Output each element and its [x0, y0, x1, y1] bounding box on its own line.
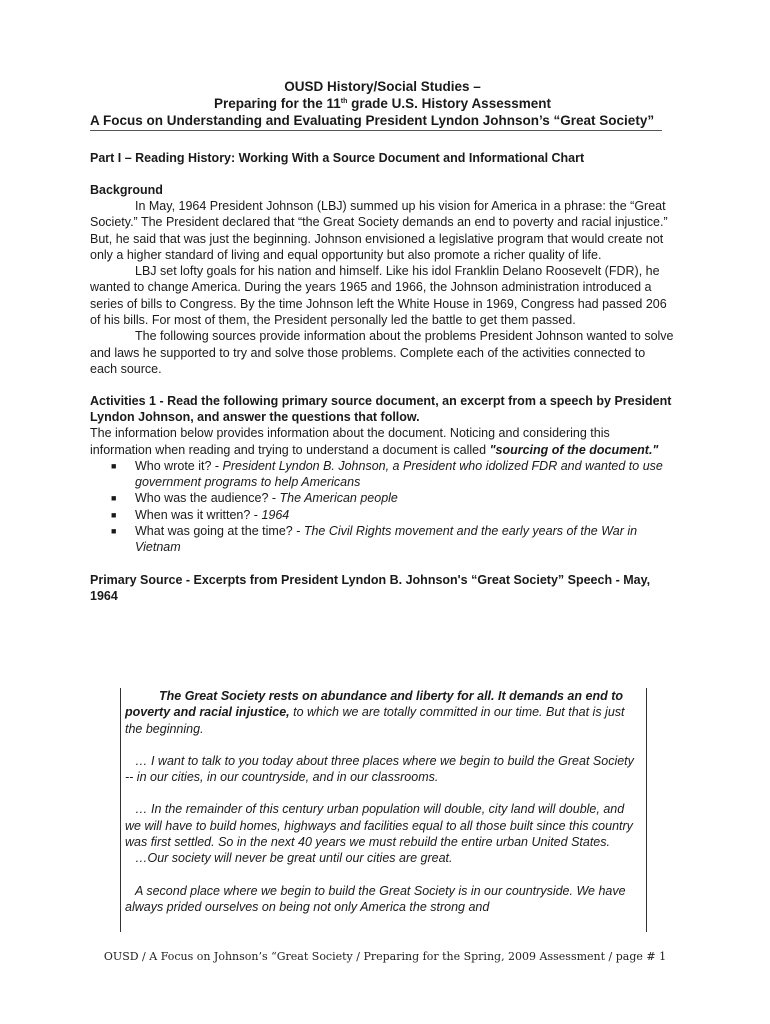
page-footer: OUSD / A Focus on Johnson’s “Great Society / Preparing for the Spring, 2009 Assessment / page # 1: [103, 950, 667, 963]
list-item: [111, 490, 675, 506]
bullet-answer: The Civil Rights movement and the early years of the War in Vietnam: [135, 524, 638, 555]
bullet-icon: ■: [111, 509, 117, 520]
quote-paragraph-4-text: …Our society will never be great until our cities are great.: [135, 851, 453, 866]
background-paragraph-3: The following sources provide information about the problems President Johnson wanted to solve and laws he supported to try and solve those problems. Complete each of the activities connected to each source.: [90, 329, 674, 376]
sourcing-list: [90, 458, 675, 556]
header-line-2-text: Preparing for the 11: [214, 96, 341, 111]
header-line-3: A Focus on Understanding and Evaluating President Lyndon Johnson’s “Great Society”: [90, 113, 655, 128]
quote-paragraph-3-text: … In the remainder of this century urban population will double, city land will double, and we will have to build homes, highways and facilities equal to all those built since this country was first settled. So in the next 40 years we must rebuild the entire urban United States.: [125, 802, 633, 850]
header-line-1: OUSD History/Social Studies –: [284, 79, 481, 94]
bullet-question: Who was the audience? -: [135, 491, 280, 506]
header-line-2-rest: grade U.S. History Assessment: [347, 96, 551, 111]
quote-paragraph-3: [125, 801, 638, 850]
primary-source-heading: Primary Source - Excerpts from President Lyndon B. Johnson's “Great Society” Speech - May, 1964: [90, 572, 651, 603]
bullet-icon: ■: [111, 460, 117, 471]
background-paragraph-2: LBJ set lofty goals for his nation and himself. Like his idol Franklin Delano Roosevelt (FDR), he wanted to change America. During the years 1965 and 1966, the Johnson administration introduced a series of bills to Congress. By the time Johnson left the White House in 1969, Congress had passed 206 of his bills. For most of them, the President personally led the battle to get them passed.: [90, 264, 667, 328]
background-paragraph-1: In May, 1964 President Johnson (LBJ) summed up his vision for America in a phrase: the “Great Society.” The President declared that “the Great Society demands an end to poverty and racial injustice.” But, he said that was just the beginning. Johnson envisioned a legislative program that would create not only a higher standard of living and equal opportunity but also promote a richer quality of life.: [90, 199, 668, 262]
list-item: [111, 458, 675, 491]
quote-paragraph-2-text: … I want to talk to you today about three places where we begin to build the Great Society -- in our cities, in our countryside, and in our classrooms.: [125, 753, 634, 785]
quote-paragraph-5: [125, 883, 638, 916]
quote-rest-text: to which we are totally committed in our time. But that is just the beginning.: [125, 705, 625, 736]
speech-excerpt-box: [120, 688, 647, 932]
bullet-icon: ■: [111, 493, 117, 504]
activity1-intro: [90, 425, 675, 458]
part1-heading: Part I – Reading History: Working With a Source Document and Informational Chart: [90, 151, 585, 165]
list-item: [111, 523, 675, 556]
activity1-heading: Activities 1 - Read the following primary source document, an excerpt from a speech by President Lyndon Johnson, and answer the questions that follow.: [90, 394, 672, 425]
header-line-2-sup: th: [340, 98, 348, 105]
document-page: [90, 78, 675, 604]
quote-bold-text: The Great Society rests on abundance and liberty for all. It demands an end to poverty and racial injustice,: [125, 689, 623, 720]
quote-paragraph-1: [125, 688, 638, 737]
background-heading: Background: [90, 183, 163, 197]
bullet-question: When was it written? -: [135, 507, 262, 522]
bullet-question: What was going at the time? -: [135, 524, 304, 539]
bullet-question: Who wrote it? -: [135, 458, 223, 473]
quote-paragraph-4: [125, 850, 638, 866]
list-item: [111, 507, 675, 523]
bullet-answer: 1964: [261, 507, 290, 522]
activity1-intro-term: "sourcing of the document.": [489, 442, 659, 457]
activity1-intro-text: The information below provides information about the document. Noticing and considering this information when reading and trying to understand a document is called: [90, 426, 610, 457]
bullet-answer: The American people: [279, 491, 398, 506]
quote-paragraph-2: [125, 753, 638, 786]
quote-paragraph-5-text: A second place where we begin to build the Great Society is in our countryside. We have always prided ourselves on being not only America the strong and: [125, 883, 626, 914]
bullet-icon: ■: [111, 526, 117, 537]
bullet-answer: President Lyndon B. Johnson, a President who idolized FDR and wanted to use government programs to help Americans: [135, 458, 663, 490]
header-line-2: [90, 95, 675, 112]
